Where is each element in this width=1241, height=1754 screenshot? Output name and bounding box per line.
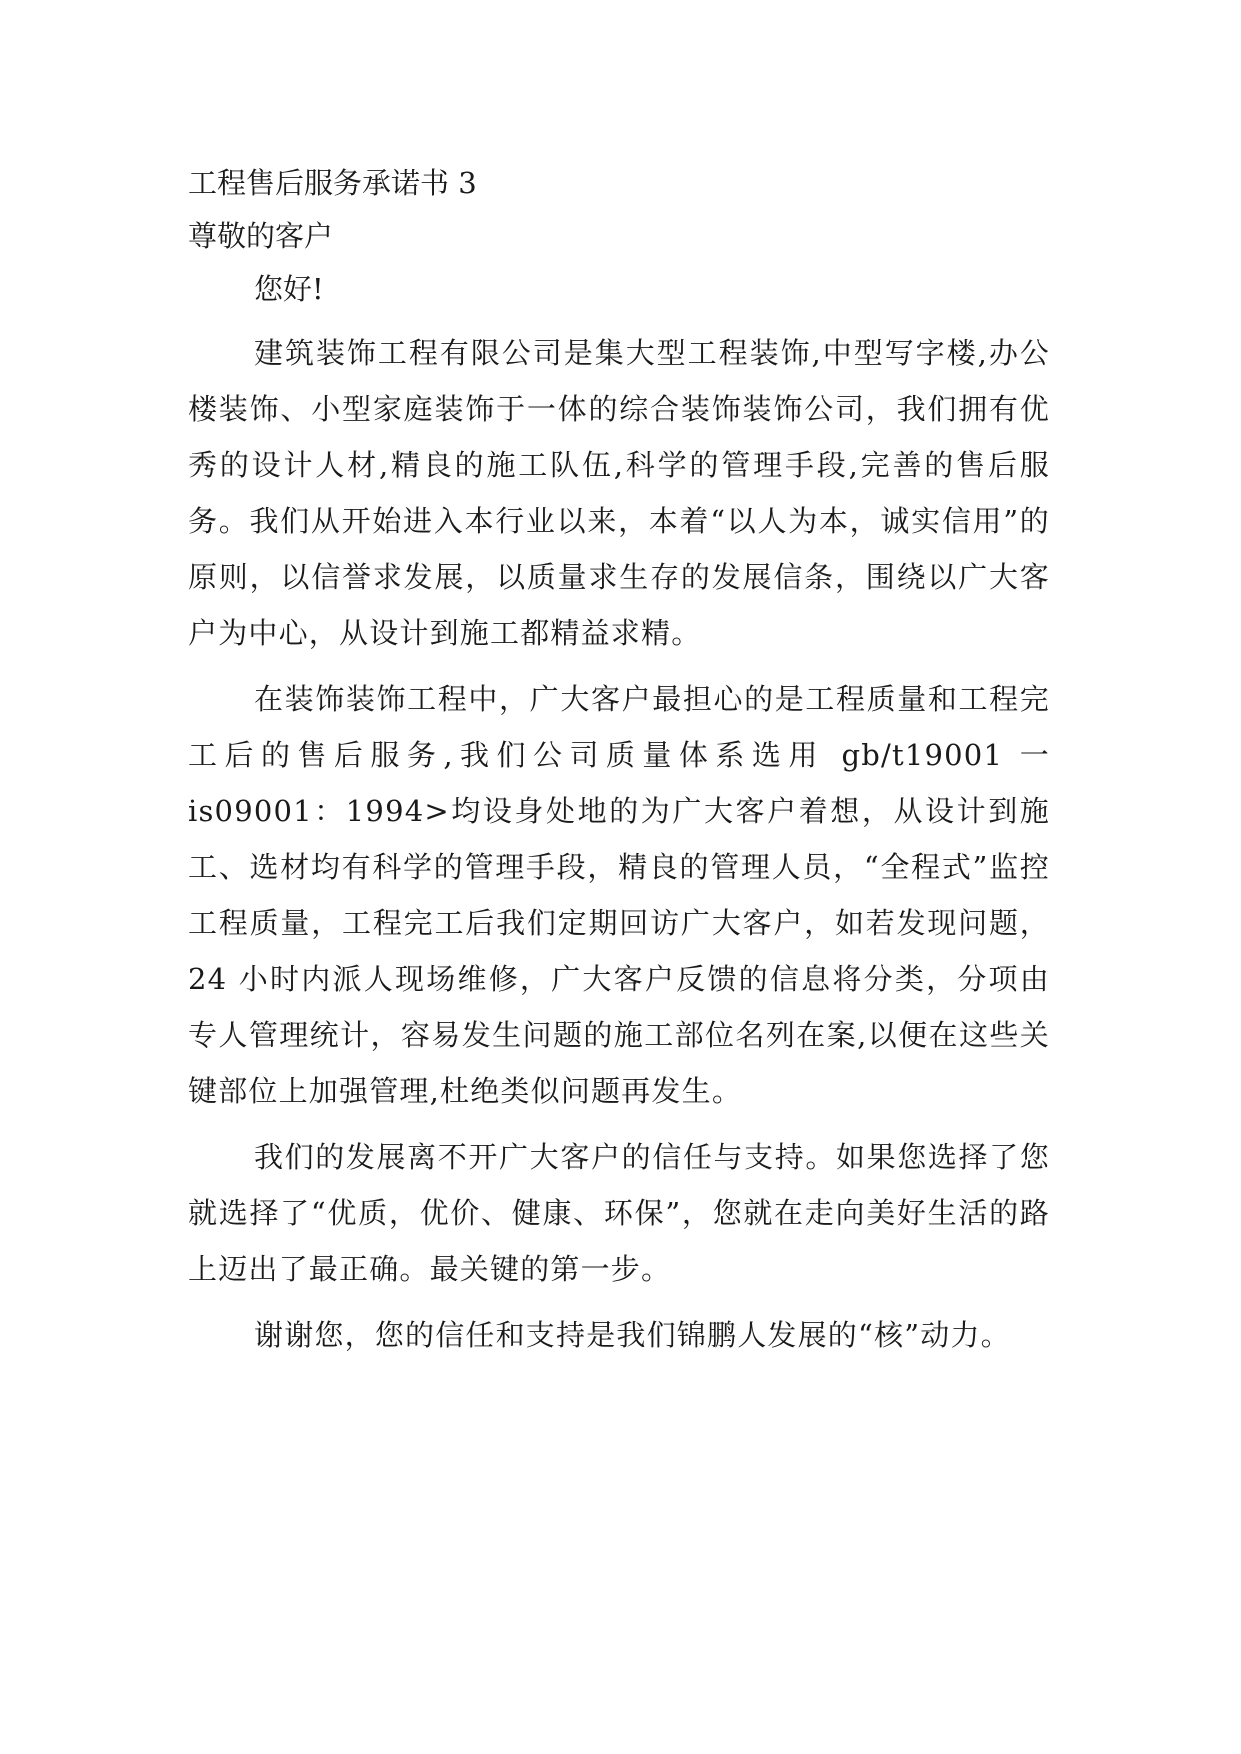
salutation: 尊敬的客户 — [188, 219, 334, 253]
greeting: 您好! — [254, 272, 324, 306]
paragraph-quality-service: 在装饰装饰工程中，广大客户最担心的是工程质量和工程完工后的售后服务,我们公司质量体系选用 gb/t19001 一is09001：1994>均设身处地的为广大客户着想，从设计到施工、选材均有科学的管理手段，精良的管理人员，“全程式”监控工程质量，工程完工后我们定期回访广大客户，如若发现问题，24 小时内派人现场维修，广大客户反馈的信息将分类，分项由专人管理统计，容易发生问题的施工部位名列在案,以便在这些关键部位上加强管理,杜绝类似问题再发生。 — [188, 682, 1050, 1108]
paragraph-thanks: 谢谢您，您的信任和支持是我们锦鹏人发展的“核”动力。 — [254, 1318, 1011, 1352]
paragraph-trust-support: 我们的发展离不开广大客户的信任与支持。如果您选择了您就选择了“优质，优价、健康、环保”，您就在走向美好生活的路上迈出了最正确。最关键的第一步。 — [188, 1140, 1050, 1286]
document-title: 工程售后服务承诺书 3 — [188, 166, 477, 200]
document-body — [188, 165, 1050, 1373]
paragraph-company-intro: 建筑装饰工程有限公司是集大型工程装饰,中型写字楼,办公楼装饰、小型家庭装饰于一体的综合装饰装饰公司，我们拥有优秀的设计人材,精良的施工队伍,科学的管理手段,完善的售后服务。我们从开始进入本行业以来，本着“以人为本，诚实信用”的原则，以信誉求发展，以质量求生存的发展信条，围绕以广大客户为中心，从设计到施工都精益求精。 — [188, 336, 1050, 650]
